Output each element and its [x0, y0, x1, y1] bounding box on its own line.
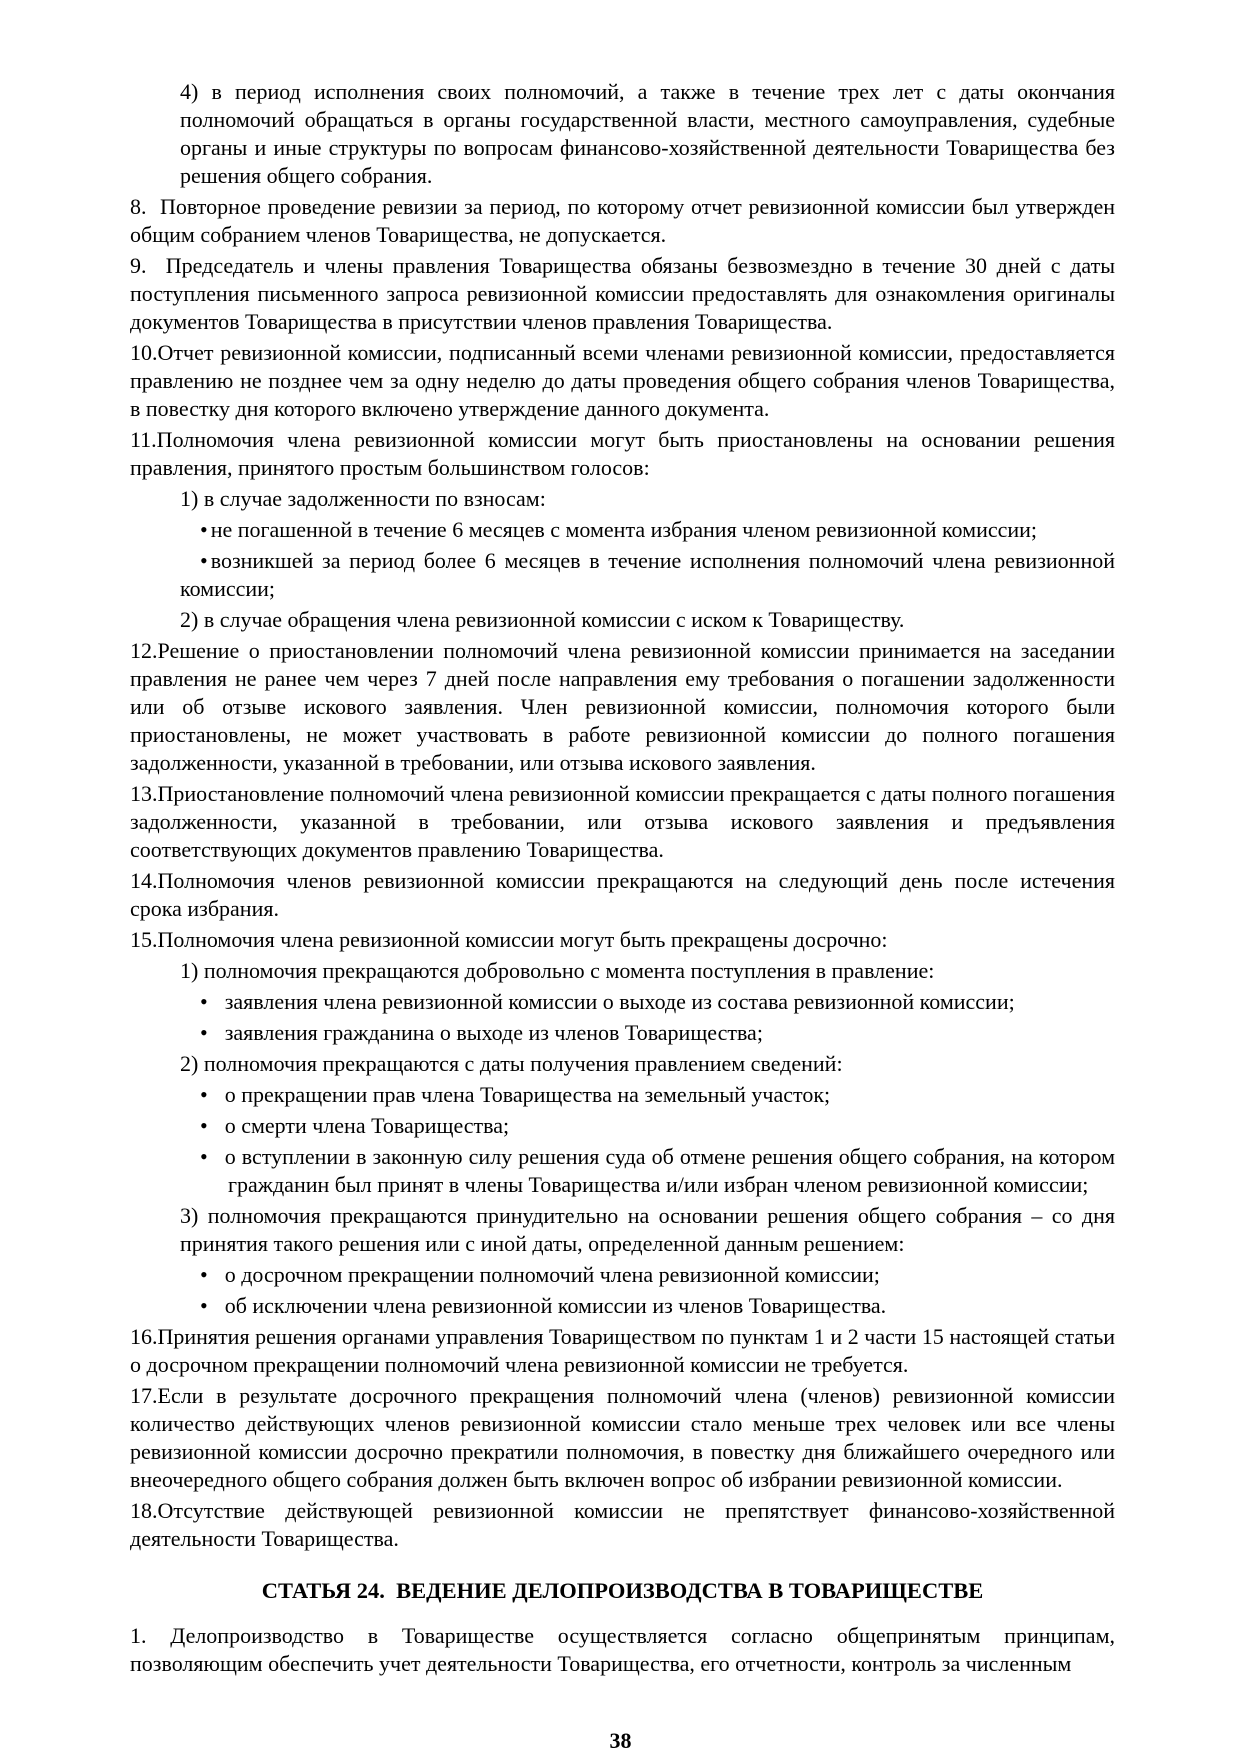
bullet-text: о досрочном прекращении полномочий члена ревизионной комиссии; [224, 1262, 880, 1287]
list-item: 4) в период исполнения своих полномочий, а также в течение трех лет с даты окончания полномочий обращаться в органы государственной власти, местного самоуправления, судебные органы и иные структуры по вопросам финансово-хозяйственной деятельности Товарищества без решения общего собрания. [180, 79, 1115, 188]
bullet-item [130, 1143, 1115, 1199]
paragraph: 17.Если в результате досрочного прекращения полномочий члена (членов) ревизионной комиссии количество действующих членов ревизионной комиссии стало меньше трех человек или все члены ревизионной комиссии досрочно прекратили полномочия, в повестку дня ближайшего очередного или внеочередного общего собрания должен быть включен вопрос об избрании ревизионной комиссии. [130, 1383, 1115, 1492]
list-item: 1) в случае задолженности по взносам: [180, 486, 546, 511]
bullet-item [130, 1292, 1115, 1320]
bullet-marker-icon: • [200, 1020, 208, 1045]
bullet-marker-icon: • [200, 1262, 208, 1287]
paragraph: 18.Отсутствие действующей ревизионной комиссии не препятствует финансово-хозяйственной деятельности Товарищества. [130, 1498, 1115, 1551]
bullet-text: о прекращении прав члена Товарищества на земельный участок; [224, 1082, 831, 1107]
bullet-marker-icon: • [200, 989, 208, 1014]
paragraph: 12.Решение о приостановлении полномочий члена ревизионной комиссии принимается на заседании правления не ранее чем через 7 дней после направления ему требования о погашении задолженности или об отзыве искового заявления. Член ревизионной комиссии, полномочия которого были приостановлены, не может участвовать в работе ревизионной комиссии до полного погашения задолженности, указанной в требовании, или отзыва искового заявления. [130, 638, 1115, 775]
bullet-text: не погашенной в течение 6 месяцев с момента избрания членом ревизионной комиссии; [210, 517, 1038, 542]
bullet-text: об исключении члена ревизионной комиссии из членов Товарищества. [224, 1293, 887, 1318]
paragraph: 13.Приостановление полномочий члена ревизионной комиссии прекращается с даты полного погашения задолженности, указанной в требовании, или отзыва искового заявления и предъявления соответствующих документов правлению Товарищества. [130, 781, 1115, 862]
paragraph: 14.Полномочия членов ревизионной комиссии прекращаются на следующий день после истечения срока избрания. [130, 868, 1115, 921]
paragraph: 1. Делопроизводство в Товариществе осуществляется согласно общепринятым принципам, позволяющим обеспечить учет деятельности Товарищества, его отчетности, контроль за численным [130, 1623, 1115, 1676]
bullet-text: возникшей за период более 6 месяцев в течение исполнения полномочий члена ревизионной комиссии; [180, 548, 1115, 601]
bullet-item [130, 1019, 1115, 1047]
bullet-marker-icon: • [200, 1293, 208, 1318]
bullet-item [130, 1081, 1115, 1109]
bullet-marker-icon: • [200, 1144, 208, 1169]
bullet-item [130, 1261, 1115, 1289]
list-item: 2) полномочия прекращаются с даты получения правлением сведений: [180, 1051, 843, 1076]
bullet-item [130, 988, 1115, 1016]
list-item: 2) в случае обращения члена ревизионной комиссии с иском к Товариществу. [180, 607, 905, 632]
bullet-item [130, 1112, 1115, 1140]
paragraph: 15.Полномочия члена ревизионной комиссии могут быть прекращены досрочно: [130, 927, 888, 952]
bullet-marker-icon: • [200, 1082, 208, 1107]
bullet-marker-icon: • [200, 1113, 208, 1138]
bullet-item [130, 516, 1115, 544]
bullet-marker-icon: • [200, 517, 208, 542]
paragraph: 8. Повторное проведение ревизии за период, по которому отчет ревизионной комиссии был утвержден общим собранием членов Товарищества, не допускается. [130, 194, 1115, 247]
bullet-text: о смерти члена Товарищества; [224, 1113, 510, 1138]
page-number: 38 [609, 1728, 632, 1753]
paragraph: 11.Полномочия члена ревизионной комиссии могут быть приостановлены на основании решения правления, принятого простым большинством голосов: [130, 427, 1115, 480]
paragraph: 16.Принятия решения органами управления Товариществом по пунктам 1 и 2 части 15 настоящей статьи о досрочном прекращении полномочий члена ревизионной комиссии не требуется. [130, 1324, 1115, 1377]
section-heading: СТАТЬЯ 24. ВЕДЕНИЕ ДЕЛОПРОИЗВОДСТВА В ТОВАРИЩЕСТВЕ [261, 1578, 984, 1603]
bullet-text: заявления члена ревизионной комиссии о выходе из состава ревизионной комиссии; [224, 989, 1015, 1014]
list-item: 3) полномочия прекращаются принудительно на основании решения общего собрания – со дня принятия такого решения или с иной даты, определенной данным решением: [180, 1203, 1115, 1256]
bullet-item [130, 547, 1115, 603]
bullet-text: заявления гражданина о выходе из членов Товарищества; [224, 1020, 763, 1045]
list-item: 1) полномочия прекращаются добровольно с момента поступления в правление: [180, 958, 935, 983]
bullet-marker-icon: • [200, 548, 208, 573]
paragraph: 9. Председатель и члены правления Товарищества обязаны безвозмездно в течение 30 дней с даты поступления письменного запроса ревизионной комиссии предоставлять для ознакомления оригиналы документов Товарищества в присутствии членов правления Товарищества. [130, 253, 1115, 334]
bullet-text: о вступлении в законную силу решения суда об отмене решения общего собрания, на котором гражданин был принят в члены Товарищества и/или избран членом ревизионной комиссии; [224, 1144, 1115, 1197]
paragraph: 10.Отчет ревизионной комиссии, подписанный всеми членами ревизионной комиссии, предоставляется правлению не позднее чем за одну неделю до даты проведения общего собрания членов Товарищества, в повестку дня которого включено утверждение данного документа. [130, 340, 1115, 421]
